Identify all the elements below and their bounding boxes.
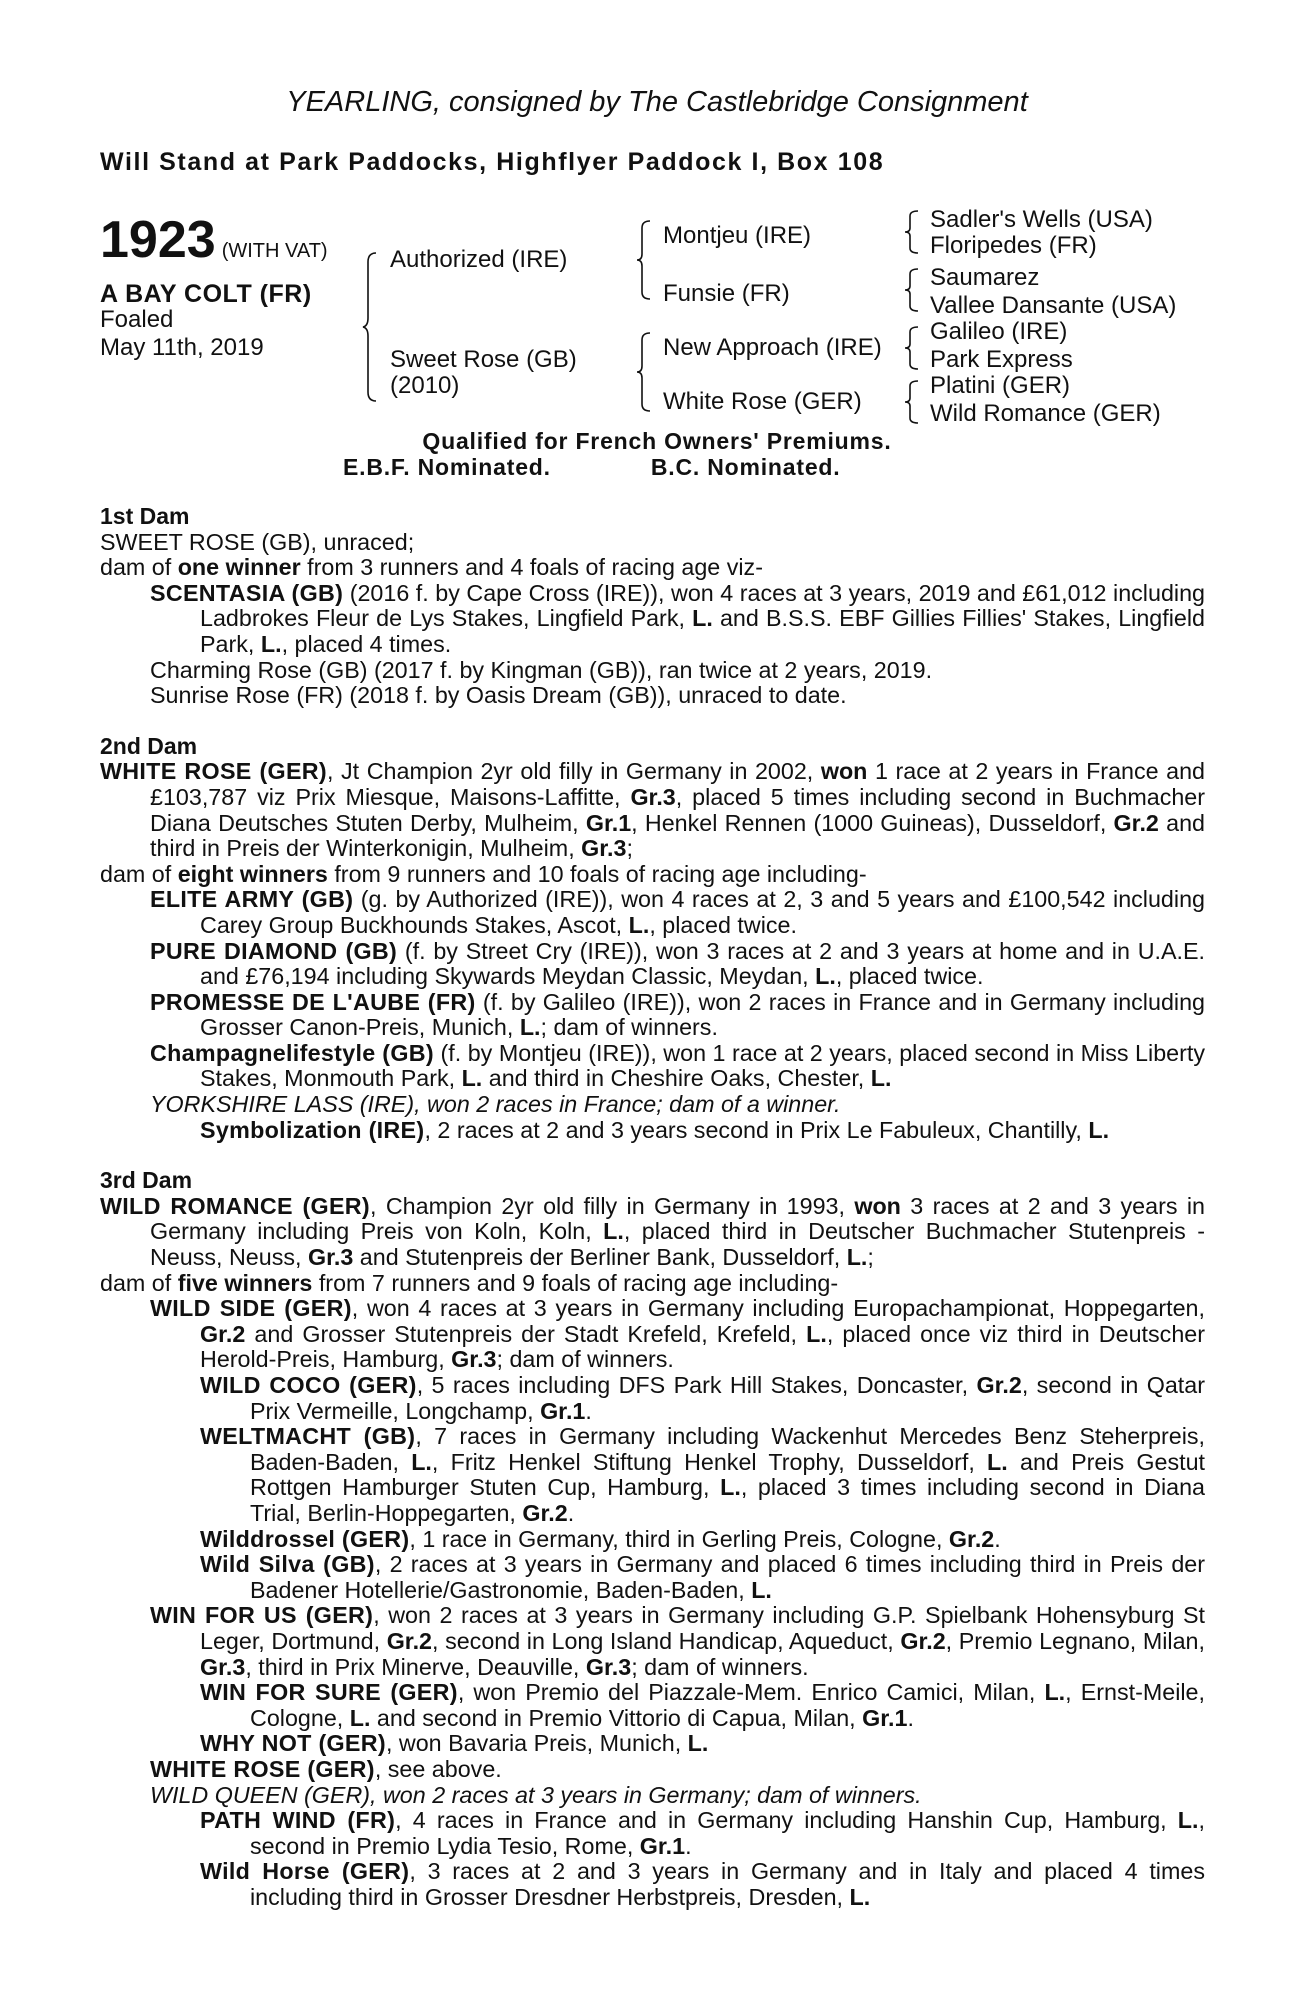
ancestor-g2: Floripedes (FR) (930, 232, 1097, 259)
ancestor-g5: Galileo (IRE) (930, 318, 1068, 345)
produce-path-wind: PATH WIND (FR), 4 races in France and in Germany including Hanshin Cup, Hamburg, L., second in Premio Lydia Tesio, Rome, Gr.1. (200, 1807, 1205, 1859)
ancestor-g6: Park Express (930, 346, 1073, 373)
produce-scentasia: SCENTASIA (GB) (2016 f. by Cape Cross (IRE)), won 4 races at 3 years, 2019 and £61,012 including Ladbrokes Fleur de Lys Stakes, Lingfield Park, L. and B.S.S. EBF Gillies Fillies' Stakes, Lingfield Park, L., placed 4 times. (150, 579, 1205, 657)
produce-wild-horse: Wild Horse (GER), 3 races at 2 and 3 years in Germany and in Italy and placed 4 times including third in Grosser Dresdner Herbstpreis, Dresden, L. (200, 1858, 1205, 1910)
pedigree-bracket-g3 (904, 326, 920, 370)
sire-dam: Funsie (FR) (663, 280, 790, 307)
pedigree-bracket-main (362, 252, 378, 402)
produce-symbolization: Symbolization (IRE), 2 races at 2 and 3 years second in Prix Le Fabuleux, Chantilly, L. (200, 1116, 1110, 1143)
dam-name: Sweet Rose (GB) (390, 346, 577, 373)
produce-wild-silva: Wild Silva (GB), 2 races at 3 years in Germany and placed 6 times including third in Preis der Badener Hotellerie/Gastronomie, Baden-Baden, L. (200, 1551, 1205, 1603)
sire-name: Authorized (IRE) (390, 246, 568, 273)
produce-wild-side: WILD SIDE (GER), won 4 races at 3 years in Germany including Europachampionat, Hoppegarten, Gr.2 and Grosser Stutenpreis der Stadt Krefeld, Krefeld, L., placed once viz third in Deutscher Herold-Preis, Hamburg, Gr.3; dam of winners. (150, 1295, 1205, 1373)
second-dam-record: WHITE ROSE (GER), Jt Champion 2yr old filly in Germany in 2002, won 1 race at 2 years in France and £103,787 viz Prix Miesque, Maisons-Laffitte, Gr.3, placed 5 times including second in Buchmacher Diana Deutsches Stuten Derby, Mulheim, Gr.1, Henkel Rennen (1000 Guineas), Dusseldorf, Gr.2 and third in Preis der Winterkonigin, Mulheim, Gr.3; (100, 758, 1206, 862)
produce-wild-coco: WILD COCO (GER), 5 races including DFS Park Hill Stakes, Doncaster, Gr.2, second in Qatar Prix Vermeille, Longchamp, Gr.1. (200, 1372, 1205, 1424)
pedigree-bracket-g4 (904, 380, 920, 424)
first-dam-heading: 1st Dam (100, 503, 190, 529)
pedigree-bracket-dam (636, 332, 652, 412)
ancestor-g8: Wild Romance (GER) (930, 400, 1161, 427)
produce-yorkshire-lass: YORKSHIRE LASS (IRE), won 2 races in France; dam of a winner. (150, 1091, 841, 1118)
foaled-label: Foaled (100, 306, 174, 333)
first-dam-line: SWEET ROSE (GB), unraced; (100, 528, 415, 555)
catalogue-body (100, 504, 1205, 1910)
ancestor-g3: Saumarez (930, 264, 1040, 291)
dam-year: (2010) (390, 372, 460, 399)
dam-dam: White Rose (GER) (663, 388, 862, 415)
vat-note: (WITH VAT) (221, 240, 328, 262)
pedigree-bracket-g2 (904, 268, 920, 312)
produce-elite-army: ELITE ARMY (GB) (g. by Authorized (IRE)), won 4 races at 2, 3 and 5 years and £100,542 including Carey Group Buckhounds Stakes, Ascot, L., placed twice. (150, 886, 1205, 938)
consignment-heading: YEARLING, consigned by The Castlebridge Consignment (286, 86, 1028, 118)
pedigree-bracket-sire (636, 220, 652, 300)
lot-number: 1923 (100, 211, 216, 269)
foaled-date: May 11th, 2019 (100, 334, 264, 361)
produce-white-rose: WHITE ROSE (GER), see above. (150, 1755, 502, 1782)
sire-sire: Montjeu (IRE) (663, 222, 812, 249)
produce-weltmacht: WELTMACHT (GB), 7 races in Germany including Wackenhut Mercedes Benz Steherpreis, Baden-Baden, L., Fritz Henkel Stiftung Henkel Trophy, Dusseldorf, L. and Preis Gestut Rottgen Hamburger Stuten Cup, Hamburg, L., placed 3 times including second in Diana Trial, Berlin-Hoppegarten, Gr.2. (200, 1423, 1206, 1526)
second-dam-produce: dam of eight winners from 9 runners and 10 foals of racing age including- (100, 860, 867, 887)
dam-sire: New Approach (IRE) (663, 334, 882, 361)
nominations (343, 454, 840, 481)
produce-sunrise-rose: Sunrise Rose (FR) (2018 f. by Oasis Dream (GB)), unraced to date. (150, 682, 847, 709)
second-dam-heading: 2nd Dam (100, 732, 198, 759)
pedigree-bracket-g1 (904, 210, 920, 254)
third-dam-heading: 3rd Dam (100, 1167, 193, 1194)
produce-why-not: WHY NOT (GER), won Bavaria Preis, Munich, L. (200, 1730, 709, 1757)
produce-win-for-us: WIN FOR US (GER), won 2 races at 3 years in Germany including G.P. Spielbank Hohensyburg St Leger, Dortmund, Gr.2, second in Long Island Handicap, Aqueduct, Gr.2, Premio Legnano, Milan, Gr.3, third in Prix Minerve, Deauville, Gr.3; dam of winners. (150, 1602, 1205, 1680)
ebf-nomination: E.B.F. Nominated. (343, 454, 551, 480)
stand-location: Will Stand at Park Paddocks, Highflyer Paddock I, Box 108 (100, 148, 885, 176)
produce-win-for-sure: WIN FOR SURE (GER), won Premio del Piazzale-Mem. Enrico Camici, Milan, L., Ernst-Meile, Cologne, L. and second in Premio Vittorio di Capua, Milan, Gr.1. (200, 1679, 1205, 1731)
produce-wild-queen: WILD QUEEN (GER), won 2 races at 3 years in Germany; dam of winners. (150, 1781, 922, 1808)
lot-header (100, 210, 328, 270)
produce-champagnelifestyle: Champagnelifestyle (GB) (f. by Montjeu (IRE)), won 1 race at 2 years, placed second in Miss Liberty Stakes, Monmouth Park, L. and third in Cheshire Oaks, Chester, L. (150, 1039, 1205, 1092)
first-dam-produce: dam of one winner from 3 runners and 4 foals of racing age viz- (100, 554, 763, 581)
french-premiums: Qualified for French Owners' Premiums. (422, 428, 892, 454)
ancestor-g1: Sadler's Wells (USA) (930, 206, 1153, 233)
produce-promesse-de-laube: PROMESSE DE L'AUBE (FR) (f. by Galileo (IRE)), won 2 races in France and in Germany including Grosser Canon-Preis, Munich, L.; dam of winners. (150, 988, 1205, 1041)
produce-wilddrossel: Wilddrossel (GER), 1 race in Germany, third in Gerling Preis, Cologne, Gr.2. (200, 1525, 1001, 1552)
ancestor-g4: Vallee Dansante (USA) (930, 292, 1177, 319)
ancestor-g7: Platini (GER) (930, 372, 1071, 399)
third-dam-produce: dam of five winners from 7 runners and 9 foals of racing age including- (100, 1269, 839, 1296)
horse-description: A BAY COLT (FR) (100, 280, 312, 308)
produce-charming-rose: Charming Rose (GB) (2017 f. by Kingman (GB)), ran twice at 2 years, 2019. (150, 656, 933, 683)
produce-pure-diamond: PURE DIAMOND (GB) (f. by Street Cry (IRE)), won 3 races at 2 and 3 years at home and in U.A.E. and £76,194 including Skywards Meydan Classic, Meydan, L., placed twice. (150, 937, 1206, 990)
third-dam-record: WILD ROMANCE (GER), Champion 2yr old filly in Germany in 1993, won 3 races at 2 and 3 years in Germany including Preis von Koln, Koln, L., placed third in Deutscher Buchmacher Stutenpreis - Neuss, Neuss, Gr.3 and Stutenpreis der Berliner Bank, Dusseldorf, L.; (100, 1192, 1205, 1271)
bc-nomination: B.C. Nominated. (650, 454, 841, 480)
